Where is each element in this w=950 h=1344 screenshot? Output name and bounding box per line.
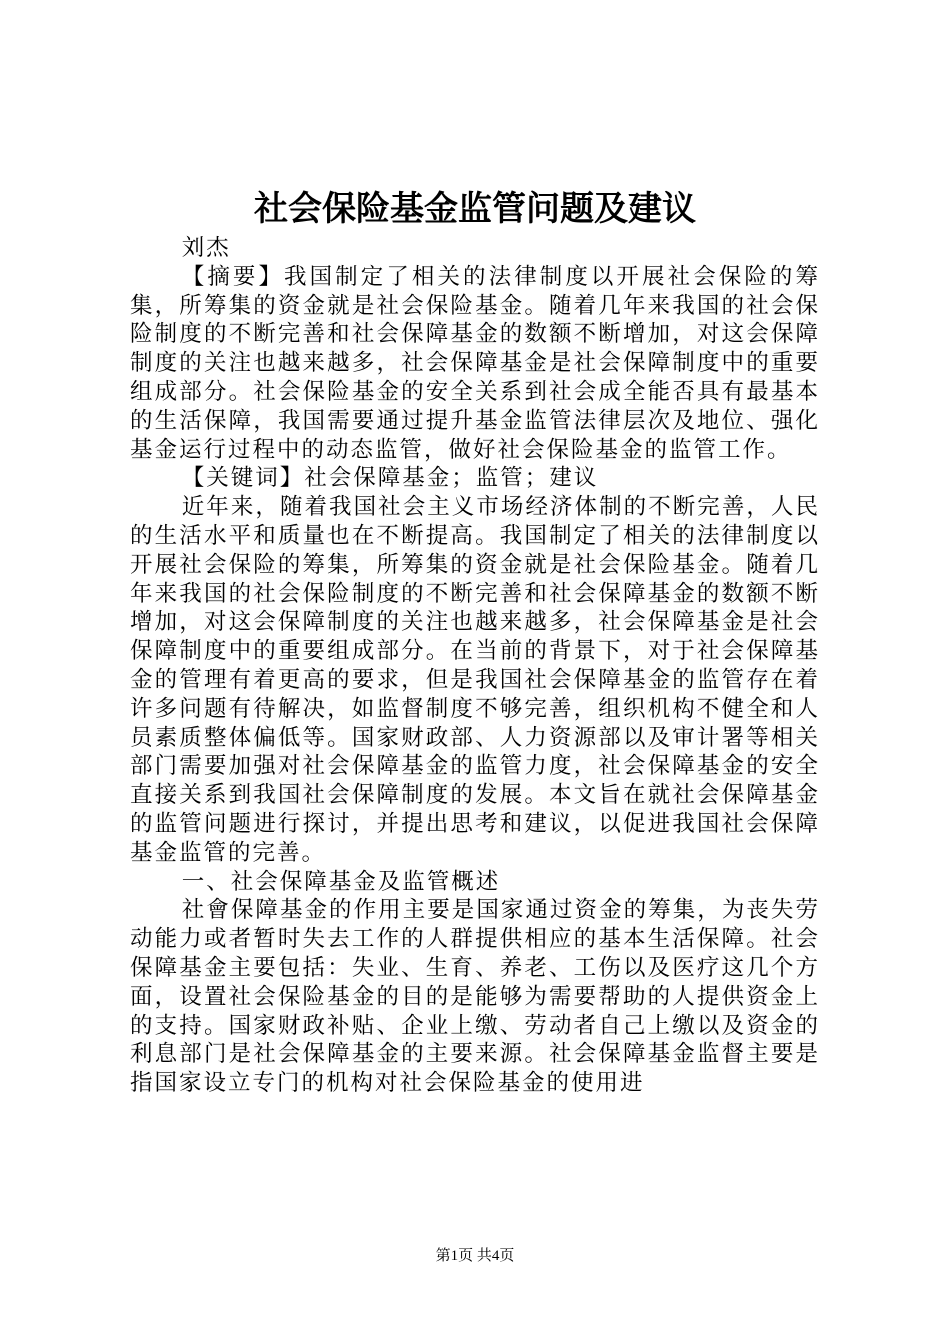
document-body (130, 234, 820, 1098)
author-name: 刘杰 (181, 235, 231, 261)
abstract-paragraph: 【摘要】我国制定了相关的法律制度以开展社会保险的筹集，所筹集的资金就是社会保险基金。随着几年来我国的社会保险制度的不断完善和社会保障基金的数额不断增加，对这会保障制度的关注也越来越多，社会保障基金是社会保障制度中的重要组成部分。社会保险基金的安全关系到社会成全能否具有最基本的生活保障，我国需要通过提升基金监管法律层次及地位、强化基金运行过程中的动态监管，做好社会保险基金的监管工作。 (130, 263, 820, 463)
intro-paragraph: 近年来，随着我国社会主义市场经济体制的不断完善，人民的生活水平和质量也在不断提高。我国制定了相关的法律制度以开展社会保险的筹集，所筹集的资金就是社会保险基金。随着几年来我国的社会保险制度的不断完善和社会保障基金的数额不断增加，对这会保障制度的关注也越来越多，社会保障基金是社会保障制度中的重要组成部分。在当前的背景下，对于社会保障基金的管理有着更高的要求，但是我国社会保障基金的监管存在着许多问题有待解决，如监督制度不够完善，组织机构不健全和人员素质整体偏低等。国家财政部、人力资源部以及审计署等相关部门需要加强对社会保障基金的监管力度，社会保障基金的安全直接关系到我国社会保障制度的发展。本文旨在就社会保障基金的监管问题进行探讨，并提出思考和建议，以促进我国社会保障基金监管的完善。 (130, 494, 820, 866)
section-heading: 一、社会保障基金及监管概述 (181, 868, 501, 895)
page-number-footer: 第1页 共4页 (435, 1248, 515, 1264)
section-paragraph: 社會保障基金的作用主要是国家通过资金的筹集，为丧失劳动能力或者暂时失去工作的人群提供相应的基本生活保障。社会保障基金主要包括：失业、生育、养老、工伤以及医疗这几个方面，设置社会保险基金的目的是能够为需要帮助的人提供资金上的支持。国家财政补贴、企业上缴、劳动者自己上缴以及资金的利息部门是社会保障基金的主要来源。社会保障基金监督主要是指国家设立专门的机构对社会保险基金的使用进 (130, 897, 820, 1097)
keywords-paragraph: 【关键词】社会保障基金；监管；建议 (181, 465, 599, 492)
document-title: 社会保险基金监管问题及建议 (254, 189, 696, 229)
